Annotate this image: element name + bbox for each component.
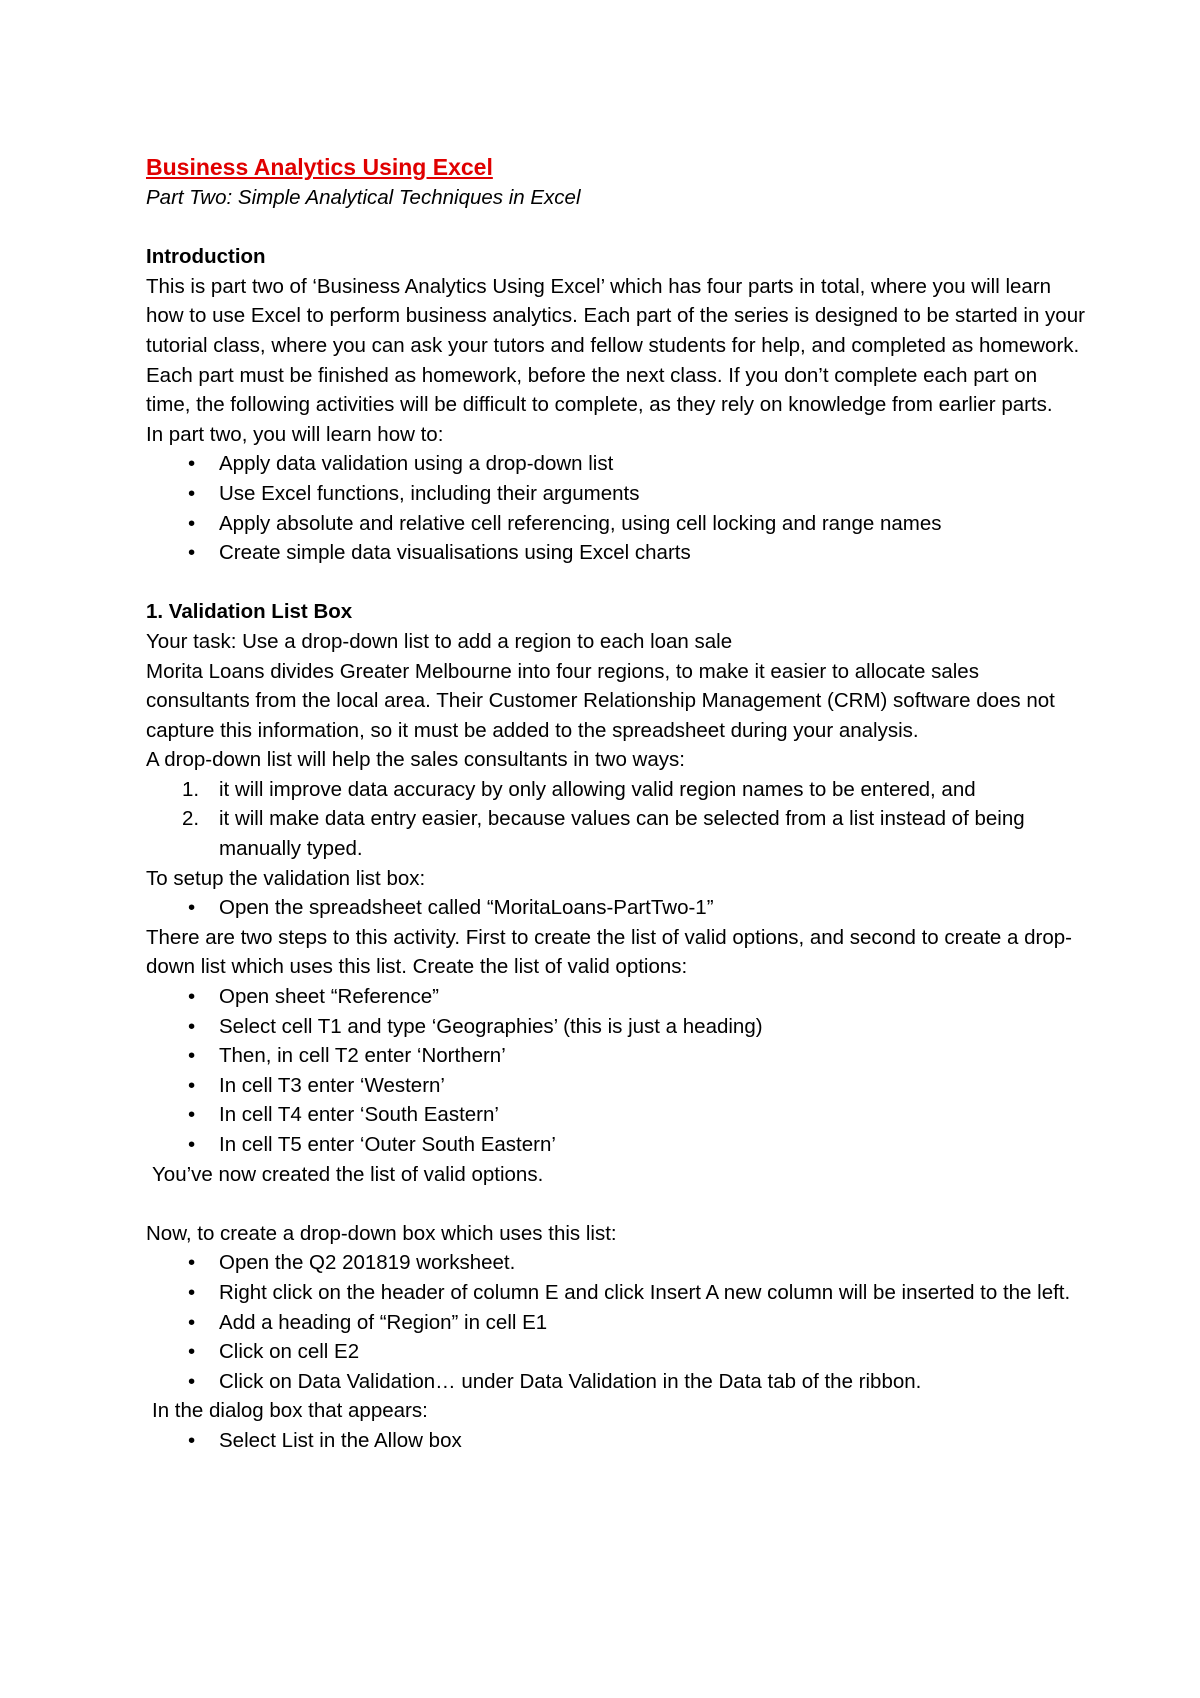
list-item-text: Add a heading of “Region” in cell E1 (219, 1310, 548, 1334)
bullet-icon: • (188, 1251, 196, 1275)
intro-heading: Introduction (146, 245, 266, 269)
bullet-icon: • (188, 1428, 196, 1452)
spacer (146, 568, 1086, 598)
list-number: 2. (182, 807, 200, 831)
dropdown-box-intro: Now, to create a drop-down box which uses this list: (146, 1221, 617, 1245)
list-item (146, 1278, 1086, 1308)
list-item (146, 449, 1086, 479)
section-heading: 1. Validation List Box (146, 600, 353, 624)
learn-intro: In part two, you will learn how to: (146, 422, 444, 446)
list-item-text: Open the spreadsheet called “MoritaLoans-PartTwo-1” (219, 896, 714, 920)
task-line: Your task: Use a drop-down list to add a region to each loan sale (146, 629, 733, 653)
list-item (146, 1367, 1086, 1397)
bullet-icon: • (188, 1103, 196, 1127)
list-item (146, 1337, 1086, 1367)
bullet-icon: • (188, 896, 196, 920)
document-title: Business Analytics Using Excel (146, 154, 493, 180)
bullet-icon: • (188, 1073, 196, 1097)
learn-list (146, 449, 1086, 567)
bullet-icon: • (188, 1340, 196, 1364)
list-item (146, 1071, 1086, 1101)
bullet-icon: • (188, 481, 196, 505)
dialog-list (146, 1426, 1086, 1456)
dialog-intro: In the dialog box that appears: (152, 1399, 428, 1423)
list-item (146, 1308, 1086, 1338)
list-item (146, 804, 1086, 863)
bullet-icon: • (188, 1310, 196, 1334)
list-item-text: Open the Q2 201819 worksheet. (219, 1251, 516, 1275)
list-item (146, 538, 1086, 568)
list-item-text: Click on cell E2 (219, 1340, 360, 1364)
list-item-text: Then, in cell T2 enter ‘Northern’ (219, 1044, 506, 1068)
bullet-icon: • (188, 1369, 196, 1393)
list-item-text: Apply data validation using a drop-down list (219, 452, 614, 476)
options-list (146, 982, 1086, 1160)
list-item-text: Use Excel functions, including their arguments (219, 481, 640, 505)
bullet-icon: • (188, 541, 196, 565)
list-item-text: Click on Data Validation… under Data Validation in the Data tab of the ribbon. (219, 1369, 922, 1393)
steps-paragraph: There are two steps to this activity. First to create the list of valid options, and second to create a drop-down list which uses this list. Create the list of valid options: (146, 925, 1072, 979)
document-page (146, 152, 1086, 1456)
benefits-list (146, 775, 1086, 864)
list-item-text: In cell T5 enter ‘Outer South Eastern’ (219, 1133, 556, 1156)
list-number: 1. (182, 777, 200, 801)
bullet-icon: • (188, 1133, 196, 1156)
document-subtitle: Part Two: Simple Analytical Techniques in Excel (146, 186, 581, 209)
bullet-icon: • (188, 452, 196, 476)
list-item (146, 1426, 1086, 1456)
list-item (146, 509, 1086, 539)
list-item (146, 982, 1086, 1012)
setup-intro: To setup the validation list box: (146, 866, 426, 890)
list-item-text: Select List in the Allow box (219, 1428, 462, 1452)
created-line: You’ve now created the list of valid options. (152, 1162, 544, 1186)
list-item (146, 1100, 1086, 1130)
list-item (146, 479, 1086, 509)
list-item-text: Right click on the header of column E and click Insert A new column will be inserted to the left. (219, 1280, 1071, 1304)
spacer (146, 1189, 1086, 1219)
bullet-icon: • (188, 1280, 196, 1304)
section-paragraph: Morita Loans divides Greater Melbourne into four regions, to make it easier to allocate sales consultants from the local area. Their Customer Relationship Management (CRM) software does not capture this information, so it must be added to the spreadsheet during your analysis. (146, 659, 1055, 742)
list-item-text: In cell T4 enter ‘South Eastern’ (219, 1103, 499, 1127)
bullet-icon: • (188, 1014, 196, 1038)
list-item-text: it will improve data accuracy by only allowing valid region names to be entered, and (219, 777, 976, 801)
list-item-text: In cell T3 enter ‘Western’ (219, 1073, 445, 1097)
spacer (146, 213, 1086, 243)
list-item-text: Apply absolute and relative cell referencing, using cell locking and range names (219, 511, 942, 535)
list-item-text: Select cell T1 and type ‘Geographies’ (this is just a heading) (219, 1014, 763, 1038)
dropdown-box-list (146, 1248, 1086, 1396)
bullet-icon: • (188, 985, 196, 1009)
list-item (146, 1012, 1086, 1042)
dropdown-intro: A drop-down list will help the sales consultants in two ways: (146, 748, 685, 772)
list-item (146, 1248, 1086, 1278)
setup-list (146, 893, 1086, 923)
list-item-text: Open sheet “Reference” (219, 985, 439, 1009)
list-item (146, 893, 1086, 923)
bullet-icon: • (188, 511, 196, 535)
intro-paragraph: This is part two of ‘Business Analytics Using Excel’ which has four parts in total, where you will learn how to use Excel to perform business analytics. Each part of the series is designed to be started in your tutorial class, where you can ask your tutors and fellow students for help, and completed as homework. Each part must be finished as homework, before the next class. If you don’t complete each part on time, the following activities will be difficult to complete, as they rely on knowledge from earlier parts. (146, 274, 1085, 417)
list-item-text: it will make data entry easier, because values can be selected from a list instead of being manually typed. (219, 807, 1025, 861)
bullet-icon: • (188, 1044, 196, 1068)
list-item (146, 1130, 1086, 1160)
list-item-text: Create simple data visualisations using Excel charts (219, 541, 691, 565)
list-item (146, 1041, 1086, 1071)
list-item (146, 775, 1086, 805)
